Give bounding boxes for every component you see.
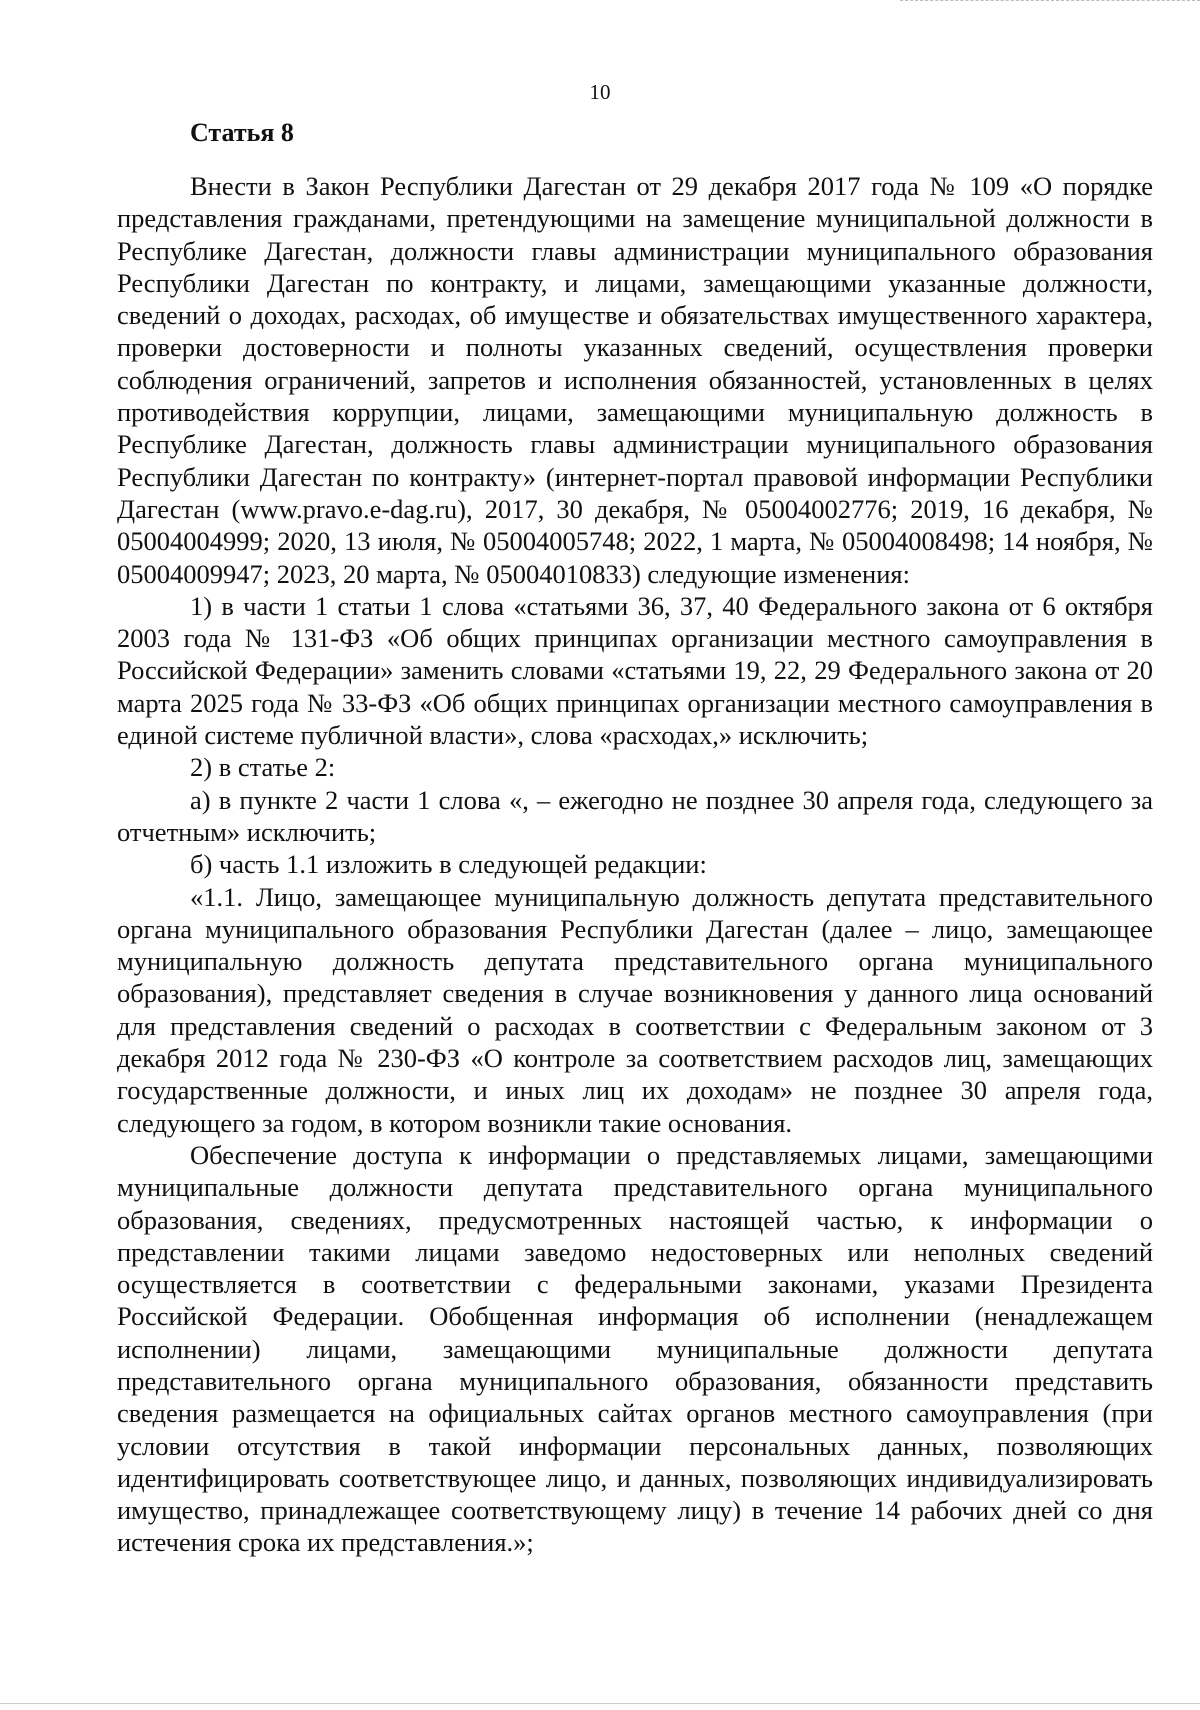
paragraph-part-1-1: «1.1. Лицо, замещающее муниципальную должность депутата представительного органа муниципального образования Республики Дагестан (далее – лицо, замещающее муниципальную должность депутата представительного органа муниципального образования), представляет сведения в случае возникновения у данного лица оснований для представления сведений о расходах в соответствии с Федеральным законом от 3 декабря 2012 года № 230-ФЗ «О контроле за соответствием расходов лиц, замещающих государственные должности, и иных лиц их доходам» не позднее 30 апреля года, следующего за годом, в котором возникли такие основания. <box>117 881 1153 1138</box>
scan-edge-bottom <box>0 1703 1200 1704</box>
paragraph-item-2b: б) часть 1.1 изложить в следующей редакции: <box>190 849 707 880</box>
paragraph-item-1: 1) в части 1 статьи 1 слова «статьями 36, 37, 40 Федерального закона от 6 октября 2003 года № 131-ФЗ «Об общих принципах организации местного самоуправления в Российской Федерации» заменить словами «статьями 19, 22, 29 Федерального закона от 20 марта 2025 года № 33-ФЗ «Об общих принципах организации местного самоуправления в единой системе публичной власти», слова «расходах,» исключить; <box>117 590 1153 751</box>
article-body <box>117 170 1153 1559</box>
paragraph-item-2: 2) в статье 2: <box>190 752 336 783</box>
paragraph-access-info: Обеспечение доступа к информации о представляемых лицами, замещающими муниципальные должности депутата представительного органа муниципального образования, сведениях, предусмотренных настоящей частью, к информации о представлении такими лицами заведомо недостоверных или неполных сведений осуществляется в соответствии с федеральными законами, указами Президента Российской Федерации. Обобщенная информация об исполнении (ненадлежащем исполнении) лицами, замещающими муниципальные должности депутата представительного органа муниципального образования, обязанности представить сведения размещается на официальных сайтах органов местного самоуправления (при условии отсутствия в такой информации персональных данных, позволяющих идентифицировать соответствующее лицо, и данных, позволяющих индивидуализировать имущество, принадлежащее соответствующему лицу) в течение 14 рабочих дней со дня истечения срока их представления.»; <box>117 1139 1153 1558</box>
page-number: 10 <box>589 80 611 104</box>
paragraph-item-2a: а) в пункте 2 части 1 слова «, – ежегодно не позднее 30 апреля года, следующего за отчетным» исключить; <box>117 784 1153 847</box>
paragraph-intro: Внести в Закон Республики Дагестан от 29 декабря 2017 года № 109 «О порядке представления гражданами, претендующими на замещение муниципальной должности в Республике Дагестан, должности главы администрации муниципального образования Республики Дагестан по контракту, и лицами, замещающими указанные должности, сведений о доходах, расходах, об имуществе и обязательствах имущественного характера, проверки достоверности и полноты указанных сведений, осуществления проверки соблюдения ограничений, запретов и исполнения обязанностей, установленных в целях противодействия коррупции, лицами, замещающими муниципальную должность в Республике Дагестан, должность главы администрации муниципального образования Республики Дагестан по контракту» (интернет-портал правовой информации Республики Дагестан (www.pravo.e-dag.ru), 2017, 30 декабря, № 05004002776; 2019, 16 декабря, № 05004004999; 2020, 13 июля, № 05004005748; 2022, 1 марта, № 05004008498; 14 ноября, № 05004009947; 2023, 20 марта, № 05004010833) следующие изменения: <box>117 171 1153 589</box>
scan-edge-top <box>900 0 1200 1</box>
article-heading: Статья 8 <box>190 118 294 147</box>
